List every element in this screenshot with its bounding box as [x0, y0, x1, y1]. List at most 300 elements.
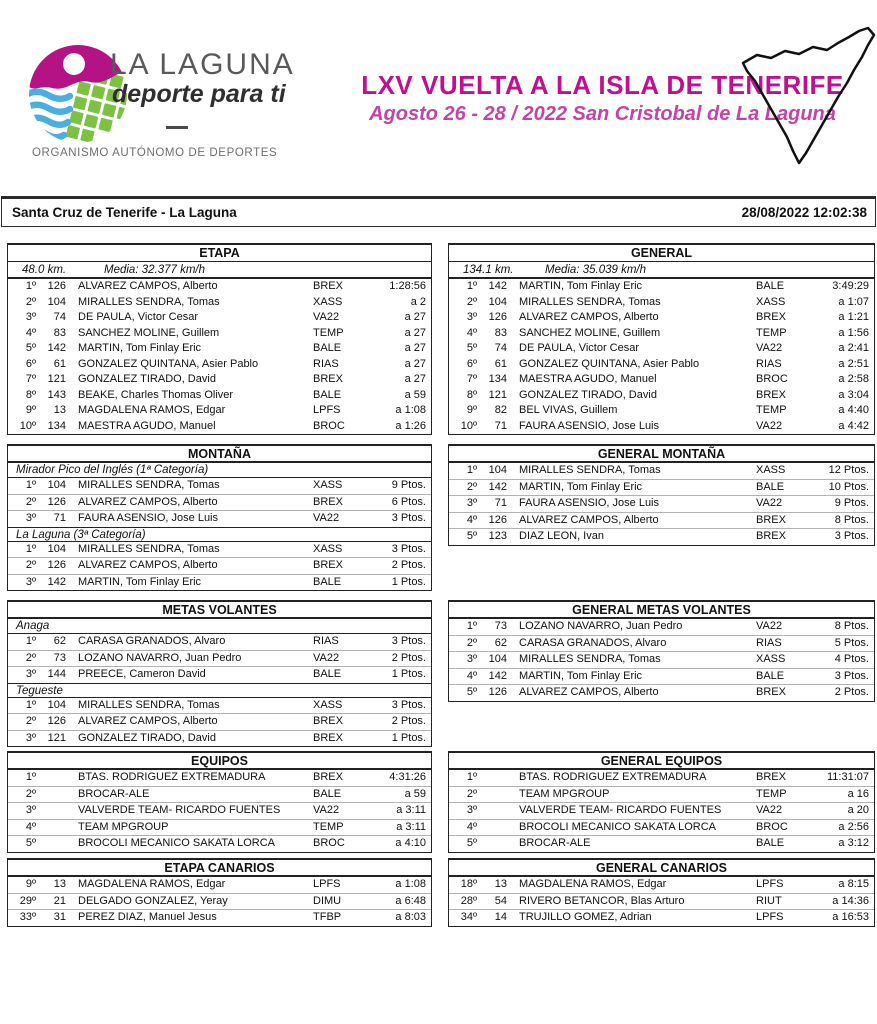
time-cell: a 27 [404, 342, 426, 354]
result-row [8, 877, 431, 893]
name-cell: MIRALLES SENDRA, Tomas [78, 295, 220, 308]
rank-cell: 5º [466, 530, 477, 542]
team-cell: VA22 [313, 804, 340, 816]
bib-cell: 14 [494, 911, 507, 923]
time-cell: 6 Ptos. [391, 495, 426, 508]
result-row [449, 326, 874, 342]
bib-cell: 62 [494, 636, 507, 649]
result-row [449, 512, 874, 529]
table-media-row [8, 262, 431, 279]
section-label: La Laguna (3ª Categoría) [8, 527, 431, 542]
result-row [449, 279, 874, 295]
name-cell: TEAM MPGROUP [519, 787, 610, 800]
name-cell: MIRALLES SENDRA, Tomas [519, 295, 661, 308]
time-cell: 1:28:56 [389, 280, 426, 292]
table-general [448, 243, 875, 435]
time-cell: 9 Ptos. [834, 497, 869, 509]
time-cell: a 2:51 [838, 357, 869, 370]
name-cell: MARTIN, Tom Finlay Eric [78, 575, 202, 588]
bib-cell: 73 [53, 651, 66, 664]
team-cell: VA22 [756, 620, 783, 632]
team-cell: BALE [313, 668, 342, 680]
time-cell: a 3:04 [838, 388, 869, 401]
bib-cell: 31 [53, 911, 66, 923]
name-cell: ALVAREZ CAMPOS, Alberto [78, 559, 218, 571]
team-cell: BREX [313, 280, 343, 292]
name-cell: BROCOLI MECANICO SAKATA LORCA [78, 837, 276, 849]
time-cell: 3 Ptos. [391, 635, 426, 647]
result-row [8, 279, 431, 295]
logo-title: LA LAGUNA [110, 48, 295, 81]
name-cell: LOZANO NAVARRO, Juan Pedro [78, 651, 242, 664]
rank-cell: 2º [25, 495, 36, 508]
rank-cell: 2º [25, 295, 36, 308]
bib-cell: 142 [47, 575, 66, 588]
name-cell: VALVERDE TEAM- RICARDO FUENTES [78, 804, 281, 816]
result-row [449, 786, 874, 803]
rank-cell: 2º [25, 715, 36, 727]
time-cell: a 2 [410, 295, 426, 308]
result-row [449, 463, 874, 479]
rank-cell: 1º [25, 698, 36, 711]
time-cell: a 3:12 [838, 837, 869, 849]
team-cell: XASS [313, 479, 343, 491]
team-cell: TEMP [756, 326, 787, 339]
name-cell: GONZALEZ QUINTANA, Asier Pablo [519, 357, 700, 370]
name-cell: MIRALLES SENDRA, Tomas [78, 698, 220, 711]
team-cell: BALE [756, 280, 785, 292]
bib-cell [36, 836, 66, 852]
rank-cell: 3º [466, 804, 477, 816]
section-label: Mirador Pico del Inglés (1ª Categoría) [8, 463, 431, 478]
rank-cell: 2º [466, 295, 477, 308]
bib-cell: 104 [488, 295, 507, 308]
time-cell: 1 Ptos. [391, 668, 426, 680]
bib-cell: 74 [53, 311, 66, 323]
result-row [449, 388, 874, 404]
result-row [8, 357, 431, 373]
rank-cell: 1º [25, 280, 36, 292]
name-cell: BROCOLI MECANICO SAKATA LORCA [519, 820, 717, 833]
bib-cell: 126 [488, 686, 507, 698]
bib-cell [36, 787, 66, 803]
bib-cell: 104 [488, 464, 507, 476]
bib-cell: 104 [488, 653, 507, 665]
time-cell: a 14:36 [832, 894, 869, 907]
bib-cell: 126 [47, 559, 66, 571]
bib-cell: 142 [488, 669, 507, 682]
time-cell: a 1:08 [395, 878, 426, 890]
table-general-equipos [448, 751, 875, 853]
result-row [8, 819, 431, 836]
team-cell: BREX [756, 686, 786, 698]
time-cell: a 2:41 [838, 342, 869, 354]
name-cell: ALVAREZ CAMPOS, Alberto [78, 715, 218, 727]
time-cell: 3 Ptos. [391, 512, 426, 524]
name-cell: SANCHEZ MOLINE, Guillem [519, 326, 661, 339]
bib-cell: 71 [494, 497, 507, 509]
result-row [449, 357, 874, 373]
event-title: LXV VUELTA A LA ISLA DE TENERIFE [361, 70, 844, 100]
table-media-row [449, 262, 874, 279]
rank-cell: 2º [466, 636, 477, 649]
time-cell: 3 Ptos. [391, 698, 426, 711]
bib-cell: 61 [53, 357, 66, 370]
result-row [8, 510, 431, 527]
result-row [449, 295, 874, 311]
rank-cell: 9º [466, 404, 477, 416]
bib-cell: 13 [494, 878, 507, 890]
bib-cell: 134 [488, 373, 507, 385]
name-cell: GONZALEZ TIRADO, David [519, 388, 657, 401]
time-cell: 8 Ptos. [834, 513, 869, 526]
name-cell: MARTIN, Tom Finlay Eric [78, 342, 202, 354]
rank-cell: 3º [466, 653, 477, 665]
name-cell: MAGDALENA RAMOS, Edgar [78, 878, 226, 890]
bib-cell: 142 [488, 480, 507, 493]
team-cell: BREX [313, 715, 343, 727]
result-row [449, 419, 874, 435]
team-cell: BROC [756, 820, 788, 833]
time-cell: a 59 [404, 388, 426, 401]
rank-cell: 18º [460, 878, 477, 890]
time-cell: 9 Ptos. [391, 479, 426, 491]
team-cell: XASS [756, 295, 786, 308]
bib-cell [36, 770, 66, 786]
bib-cell: 121 [47, 373, 66, 385]
name-cell: DE PAULA, Victor Cesar [78, 311, 199, 323]
name-cell: PREECE, Cameron David [78, 668, 206, 680]
distance-label: 48.0 km. [22, 264, 67, 276]
name-cell: MIRALLES SENDRA, Tomas [519, 464, 661, 476]
result-row [8, 650, 431, 667]
bib-cell: 121 [488, 388, 507, 401]
rank-cell: 4º [25, 326, 36, 339]
result-row [449, 635, 874, 652]
bib-cell: 104 [47, 479, 66, 491]
name-cell: SANCHEZ MOLINE, Guillem [78, 326, 220, 339]
name-cell: ALVAREZ CAMPOS, Alberto [519, 686, 659, 698]
time-cell: 5 Ptos. [834, 636, 869, 649]
time-cell: 3:49:29 [832, 280, 869, 292]
table-etapa [7, 243, 432, 435]
time-cell: 3 Ptos. [834, 530, 869, 542]
time-cell: a 6:48 [395, 894, 426, 907]
table-general-canarios [448, 858, 875, 927]
name-cell: MIRALLES SENDRA, Tomas [78, 542, 220, 555]
bib-cell: 134 [47, 419, 66, 432]
time-cell: 11:31:07 [826, 771, 869, 783]
bib-cell: 74 [494, 342, 507, 354]
rank-cell: 3º [466, 497, 477, 509]
rank-cell: 3º [25, 575, 36, 588]
result-row [8, 295, 431, 311]
rank-cell: 7º [25, 373, 36, 385]
time-cell: a 27 [404, 326, 426, 339]
rank-cell: 8º [25, 388, 36, 401]
name-cell: TEAM MPGROUP [78, 820, 169, 833]
rank-cell: 5º [466, 686, 477, 698]
logo-dash-divider [166, 126, 188, 129]
result-row [8, 909, 431, 926]
table-title: GENERAL METAS VOLANTES [449, 602, 874, 619]
time-cell: a 4:40 [838, 404, 869, 416]
time-cell: a 4:42 [838, 419, 869, 432]
rank-cell: 4º [25, 820, 36, 833]
time-cell: a 1:07 [838, 295, 869, 308]
logo-subtitle: deporte para ti [112, 80, 286, 108]
time-cell: a 8:03 [395, 911, 426, 923]
rank-cell: 4º [466, 326, 477, 339]
time-cell: a 27 [404, 357, 426, 370]
table-title: GENERAL MONTAÑA [449, 446, 874, 463]
bib-cell: 13 [53, 404, 66, 416]
table-title: MONTAÑA [8, 446, 431, 463]
result-row [8, 542, 431, 558]
team-cell: XASS [756, 653, 786, 665]
team-cell: BREX [756, 530, 786, 542]
rank-cell: 1º [466, 620, 477, 632]
bib-cell: 61 [494, 357, 507, 370]
team-cell: BREX [313, 731, 343, 744]
result-row [8, 698, 431, 714]
team-cell: DIMU [313, 894, 342, 907]
team-cell: BALE [313, 575, 342, 588]
rank-cell: 6º [466, 357, 477, 370]
table-title: GENERAL EQUIPOS [449, 753, 874, 770]
result-row [449, 495, 874, 512]
name-cell: GONZALEZ QUINTANA, Asier Pablo [78, 357, 259, 370]
team-cell: XASS [756, 464, 786, 476]
team-cell: TEMP [313, 326, 344, 339]
team-cell: VA22 [756, 419, 783, 432]
time-cell: 8 Ptos. [834, 620, 869, 632]
rank-cell: 3º [25, 668, 36, 680]
team-cell: RIAS [313, 635, 339, 647]
team-cell: LPFS [313, 878, 341, 890]
team-cell: BALE [313, 388, 342, 401]
bib-cell: 82 [494, 404, 507, 416]
result-row [449, 528, 874, 545]
time-cell: a 2:56 [838, 820, 869, 833]
name-cell: RIVERO BETANCOR, Blas Arturo [519, 894, 685, 907]
table-title: GENERAL CANARIOS [449, 860, 874, 877]
rank-cell: 1º [466, 464, 477, 476]
table-etapa-canarios [7, 858, 432, 927]
bib-cell: 121 [47, 731, 66, 744]
name-cell: PEREZ DIAZ, Manuel Jesus [78, 911, 217, 923]
team-cell: XASS [313, 295, 343, 308]
bib-cell: 144 [47, 668, 66, 680]
time-cell: a 3:11 [396, 820, 426, 833]
report-datetime: 28/08/2022 12:02:38 [741, 205, 867, 220]
rank-cell: 3º [25, 731, 36, 744]
time-cell: a 1:56 [838, 326, 869, 339]
result-row [8, 478, 431, 494]
event-subtitle: Agosto 26 - 28 / 2022 San Cristobal de La Laguna [369, 103, 836, 125]
time-cell: 10 Ptos. [828, 480, 869, 493]
name-cell: BEAKE, Charles Thomas Oliver [78, 388, 234, 401]
result-row [449, 310, 874, 326]
bib-cell: 83 [494, 326, 507, 339]
rank-cell: 8º [466, 388, 477, 401]
name-cell: FAURA ASENSIO, Jose Luis [519, 419, 660, 432]
name-cell: MARTIN, Tom Finlay Eric [519, 669, 643, 682]
bib-cell [36, 820, 66, 836]
bib-cell [477, 803, 507, 819]
rank-cell: 2º [25, 651, 36, 664]
name-cell: DE PAULA, Victor Cesar [519, 342, 640, 354]
rank-cell: 29º [19, 894, 36, 907]
time-cell: a 8:15 [838, 878, 869, 890]
rank-cell: 3º [466, 311, 477, 323]
name-cell: VALVERDE TEAM- RICARDO FUENTES [519, 804, 722, 816]
team-cell: BREX [756, 388, 786, 401]
name-cell: MIRALLES SENDRA, Tomas [519, 653, 661, 665]
result-row [8, 557, 431, 574]
bib-cell: 71 [53, 512, 66, 524]
bib-cell: 126 [47, 715, 66, 727]
team-cell: BROC [756, 373, 788, 385]
table-general-montana [448, 444, 875, 546]
name-cell: BEL VIVAS, Guillem [519, 404, 618, 416]
team-cell: LPFS [313, 404, 341, 416]
result-row [449, 619, 874, 635]
tenerife-island-outline-icon [735, 25, 877, 170]
time-cell: a 16:53 [832, 911, 869, 923]
table-metas-volantes [7, 600, 432, 747]
name-cell: BROCAR-ALE [519, 837, 591, 849]
average-speed-label: Media: 32.377 km/h [104, 264, 206, 276]
table-title: ETAPA [8, 245, 431, 262]
result-row [8, 730, 431, 747]
result-row [449, 909, 874, 926]
name-cell: MAESTRA AGUDO, Manuel [519, 373, 657, 385]
rank-cell: 5º [25, 837, 36, 849]
bib-cell: 143 [47, 388, 66, 401]
bib-cell: 83 [53, 326, 66, 339]
name-cell: ALVAREZ CAMPOS, Alberto [519, 513, 659, 526]
time-cell: 2 Ptos. [391, 651, 426, 664]
result-row [449, 403, 874, 419]
rank-cell: 1º [25, 635, 36, 647]
rank-cell: 34º [460, 911, 477, 923]
time-cell: a 20 [847, 804, 869, 816]
table-title: EQUIPOS [8, 753, 431, 770]
rank-cell: 9º [25, 404, 36, 416]
rank-cell: 2º [25, 787, 36, 800]
bib-cell [477, 787, 507, 803]
name-cell: BTAS. RODRIGUEZ EXTREMADURA [519, 771, 707, 783]
result-row [449, 372, 874, 388]
team-cell: LPFS [756, 911, 784, 923]
bib-cell: 126 [47, 495, 66, 508]
result-row [449, 479, 874, 496]
result-row [8, 388, 431, 404]
time-cell: a 27 [404, 311, 426, 323]
team-cell: TFBP [313, 911, 342, 923]
team-cell: BALE [313, 787, 342, 800]
time-cell: a 1:08 [395, 404, 426, 416]
team-cell: BALE [756, 669, 785, 682]
rank-cell: 3º [25, 311, 36, 323]
time-cell: 2 Ptos. [391, 715, 426, 727]
result-row [8, 574, 431, 591]
table-general-metas-volantes [448, 600, 875, 702]
result-row [449, 893, 874, 910]
table-title: GENERAL [449, 245, 874, 262]
result-row [449, 835, 874, 852]
rank-cell: 4º [466, 513, 477, 526]
result-row [8, 403, 431, 419]
time-cell: 2 Ptos. [834, 686, 869, 698]
time-cell: 1 Ptos. [391, 731, 426, 744]
distance-label: 134.1 km. [463, 264, 514, 276]
name-cell: CARASA GRANADOS, Alvaro [519, 636, 667, 649]
time-cell: 3 Ptos. [834, 669, 869, 682]
section-label: Anaga [8, 619, 431, 634]
rank-cell: 1º [466, 771, 477, 783]
team-cell: RIAS [313, 357, 339, 370]
bib-cell: 13 [53, 878, 66, 890]
rank-cell: 7º [466, 373, 477, 385]
rank-cell: 1º [25, 479, 36, 491]
name-cell: FAURA ASENSIO, Jose Luis [519, 497, 660, 509]
team-cell: BREX [756, 311, 786, 323]
team-cell: VA22 [756, 342, 783, 354]
result-row [8, 893, 431, 910]
time-cell: a 2:58 [838, 373, 869, 385]
team-cell: TEMP [313, 820, 344, 833]
name-cell: BTAS. RODRIGUEZ EXTREMADURA [78, 771, 266, 783]
team-cell: LPFS [756, 878, 784, 890]
stage-info-bar [1, 196, 876, 227]
table-title: METAS VOLANTES [8, 602, 431, 619]
name-cell: ALVAREZ CAMPOS, Alberto [519, 311, 659, 323]
rank-cell: 28º [460, 894, 477, 907]
result-row [449, 684, 874, 701]
rank-cell: 2º [25, 559, 36, 571]
bib-cell: 142 [488, 280, 507, 292]
bib-cell: 142 [47, 342, 66, 354]
result-row [8, 372, 431, 388]
team-cell: TEMP [756, 787, 787, 800]
result-row [8, 310, 431, 326]
rank-cell: 3º [25, 804, 36, 816]
time-cell: 1 Ptos. [391, 575, 426, 588]
team-cell: VA22 [313, 651, 340, 664]
bib-cell [477, 820, 507, 836]
team-cell: BREX [756, 771, 786, 783]
rank-cell: 10º [460, 419, 477, 432]
name-cell: DIAZ LEON, Ivan [519, 530, 604, 542]
name-cell: MARTIN, Tom Finlay Eric [519, 480, 643, 493]
stage-name: Santa Cruz de Tenerife - La Laguna [12, 205, 237, 220]
team-cell: BROC [313, 837, 345, 849]
team-cell: BREX [313, 771, 343, 783]
team-cell: RIUT [756, 894, 782, 907]
result-row [449, 802, 874, 819]
bib-cell: 54 [494, 894, 507, 907]
time-cell: 4 Ptos. [834, 653, 869, 665]
logo-caption: ORGANISMO AUTÓNOMO DE DEPORTES [32, 147, 278, 159]
rank-cell: 1º [25, 542, 36, 555]
result-row [8, 713, 431, 730]
team-cell: TEMP [756, 404, 787, 416]
result-row [449, 341, 874, 357]
time-cell: a 3:11 [396, 804, 426, 816]
team-cell: VA22 [313, 311, 340, 323]
